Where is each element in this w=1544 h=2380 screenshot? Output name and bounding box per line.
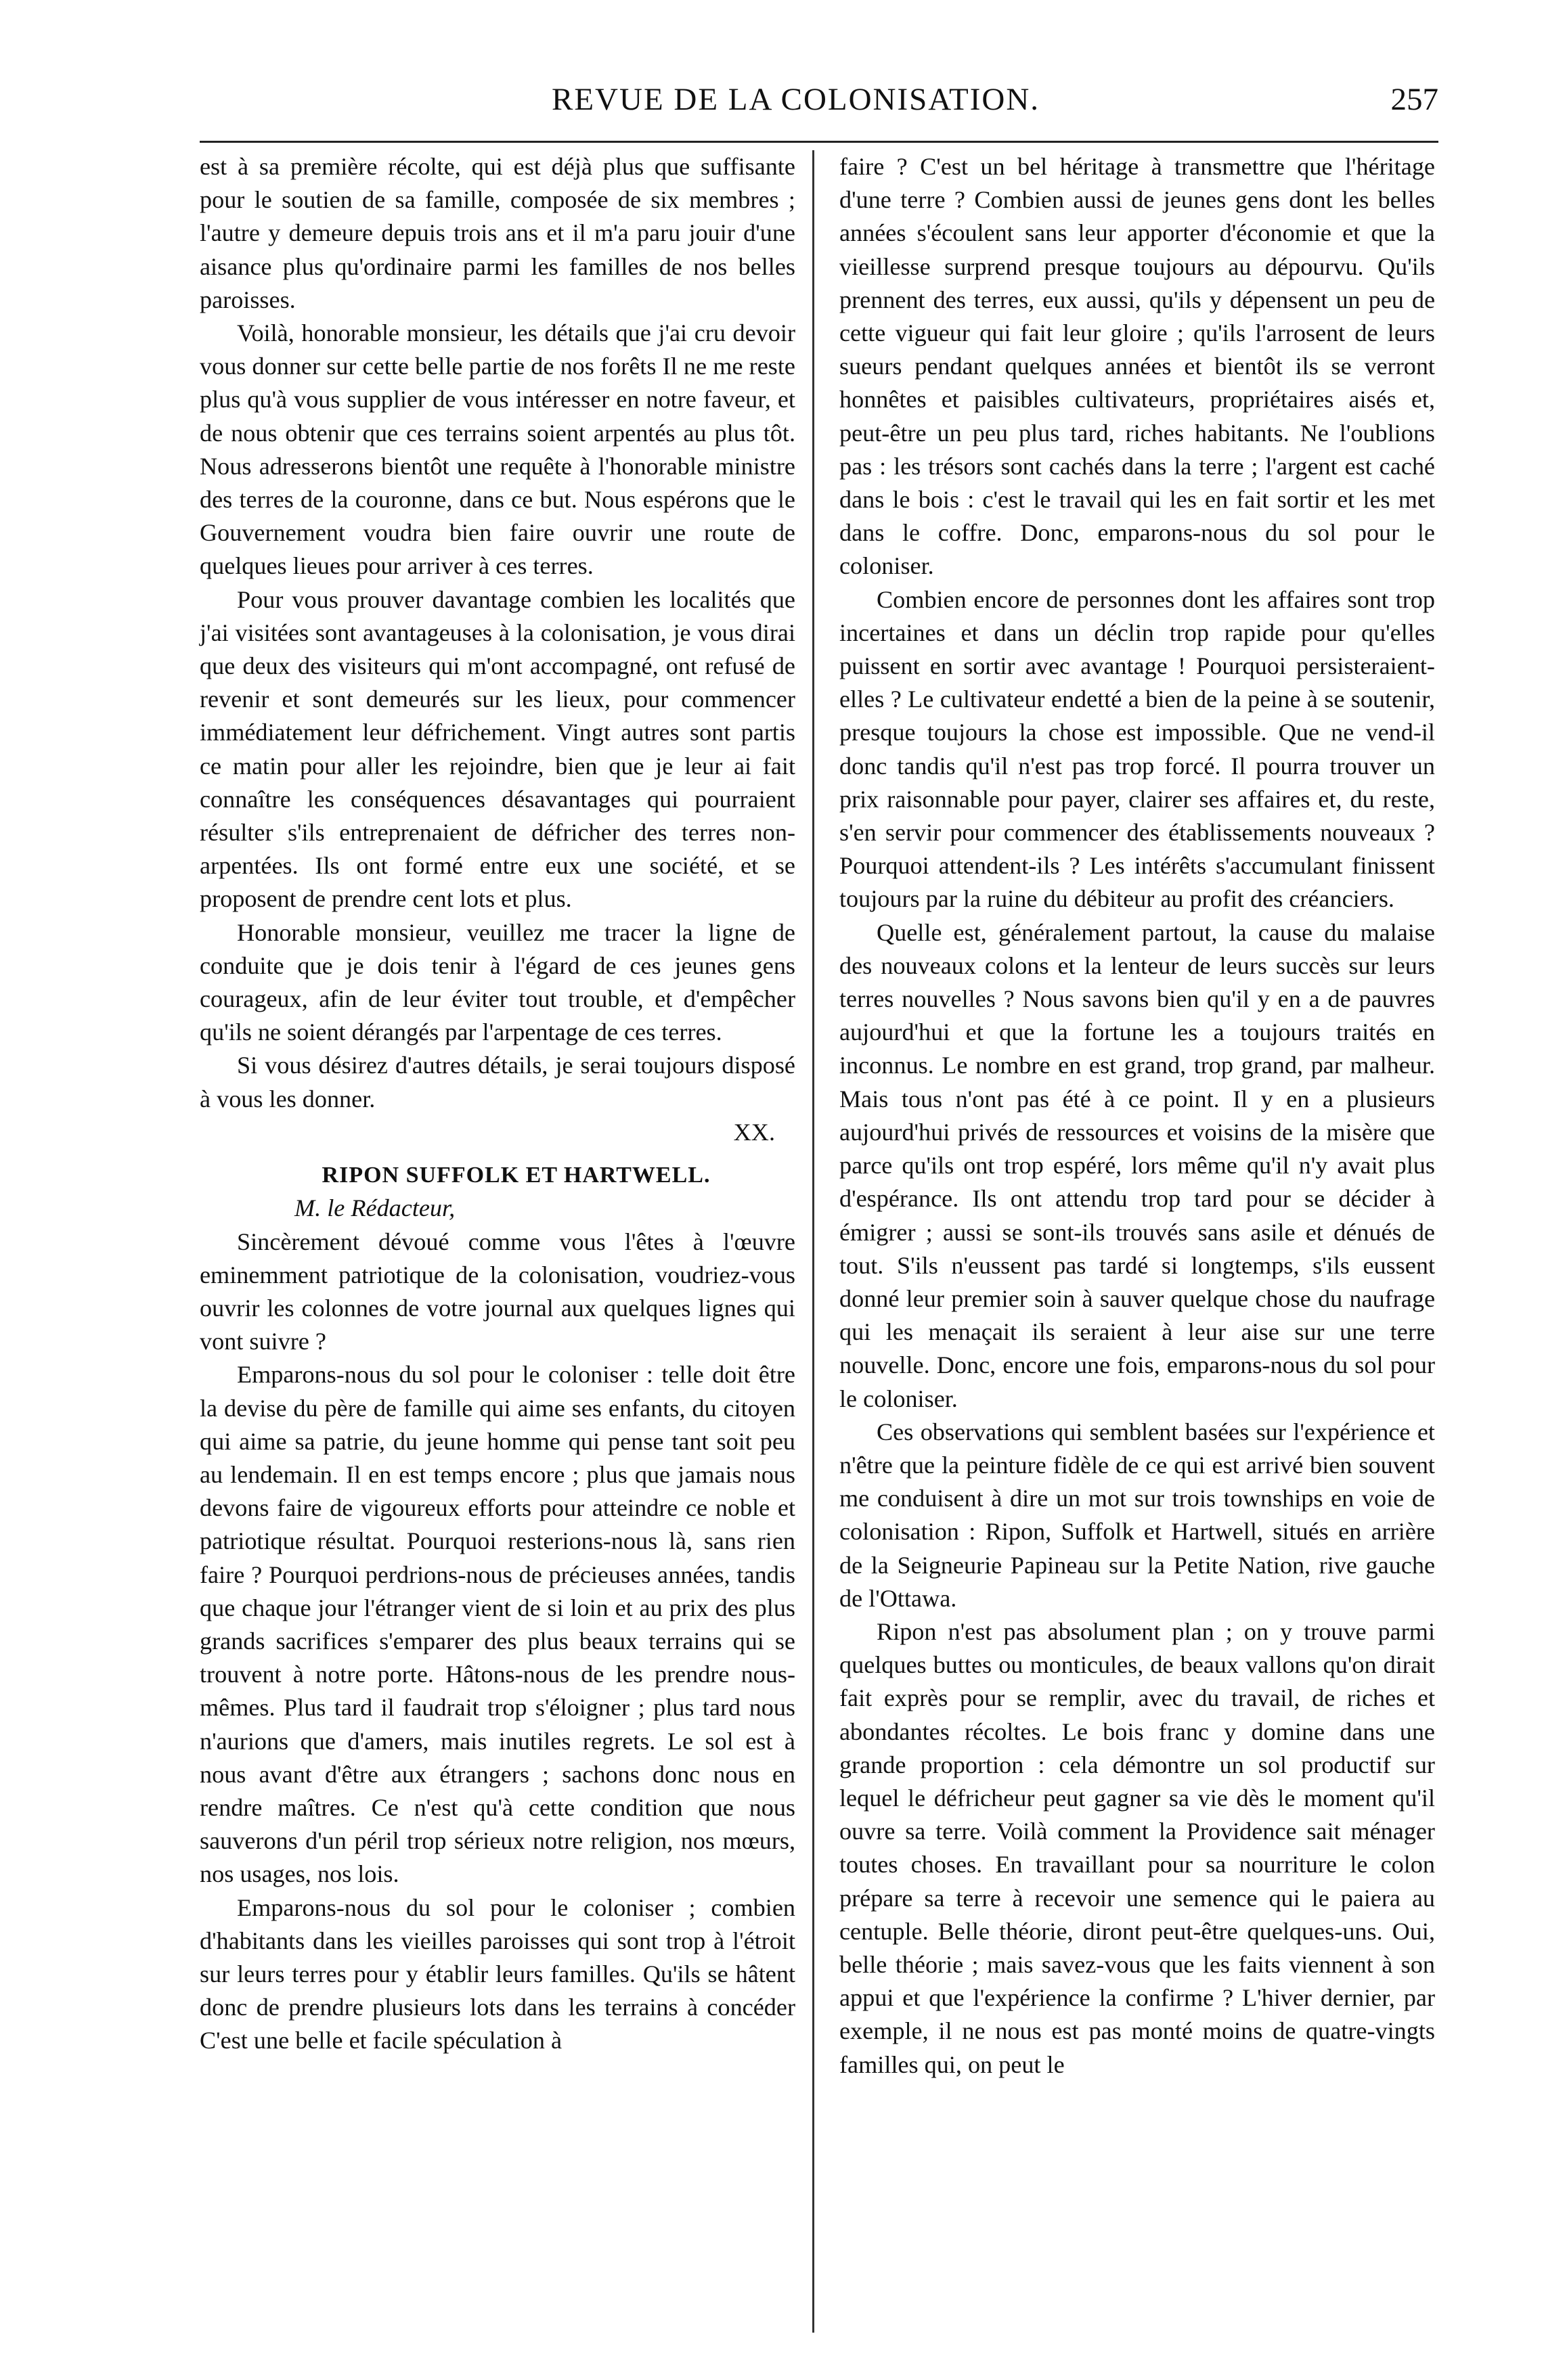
running-header <box>200 76 1438 137</box>
signature: XX. <box>733 1118 775 1146</box>
header-rule <box>200 141 1438 143</box>
right-column <box>839 150 1435 2082</box>
paragraph: Ces observations qui semblent basées sur l'expérience et n'être que la peinture fidèle de ce qui est arrivé bien souvent me conduisent à dire un mot sur trois townships en voie de colonisation : Ripon, Suffolk et Hartwell, situés en arrière de la Seigneurie Papineau sur la Petite Nation, rive gauche de l'Ottawa. <box>839 1418 1435 1612</box>
section-title: RIPON SUFFOLK ET HARTWELL. <box>322 1163 711 1188</box>
paragraph: Si vous désirez d'autres détails, je serai toujours disposé à vous les donner. <box>200 1052 795 1113</box>
paragraph: Voilà, honorable monsieur, les détails que j'ai cru devoir vous donner sur cette belle partie de nos forêts Il ne me reste plus qu'à vous supplier de vous intéresser en notre faveur, et de nous obtenir que ces terrains soient arpentés au plus tôt. Nous adresserons bientôt une requête à l'honorable ministre des terres de la couronne, dans ce but. Nous espérons que le Gouvernement voudra bien faire ouvrir une route de quelques lieues pour arriver à ces terres. <box>200 319 795 580</box>
column-rule <box>812 150 814 2333</box>
paragraph: Pour vous prouver davantage combien les localités que j'ai visitées sont avantageuses à la colonisation, je vous dirai que deux des visiteurs qui m'ont accompagné, ont refusé de revenir et sont demeurés sur les lieux, pour commencer immédiatement leur défrichement. Vingt autres sont partis ce matin pour aller les rejoindre, bien que je leur ai fait connaître les conséquences désavantages qui pourraient résulter s'ils entreprenaient de défricher des terres non-arpentées. Ils ont formé entre eux une société, et se proposent de prendre cent lots et plus. <box>200 585 795 913</box>
paragraph: Ripon n'est pas absolument plan ; on y trouve parmi quelques buttes ou monticules, de beaux vallons qu'on dirait fait exprès pour se remplir, avec du travail, de riches et abondantes récoltes. Le bois franc y domine dans une grande proportion : cela démontre un sol productif sur lequel le défricheur peut gagner sa vie dès le moment qu'il ouvre sa terre. Voilà comment la Providence sait ménager toutes choses. En travaillant pour sa nourriture le colon prépare sa terre à recevoir une semence qui le paiera au centuple. Belle théorie, diront peut-être quelques-uns. Oui, belle théorie ; mais savez-vous que les faits viennent à son appui et que l'expérience la confirme ? L'hiver dernier, par exemple, il ne nous est pas monté moins de quatre-vingts familles qui, on peut le <box>839 1617 1435 2078</box>
paragraph: Emparons-nous du sol pour le coloniser : telle doit être la devise du père de famille qui aime ses enfants, du citoyen qui aime sa patrie, du jeune homme qui pense tant soit peu au lendemain. Il en est temps encore ; plus que jamais nous devons faire de vigoureux efforts pour atteindre ce noble et patriotique résultat. Pourquoi resterions-nous là, sans rien faire ? Pourquoi perdrions-nous de précieuses années, tandis que chaque jour l'étranger vient de si loin et au prix des plus grands sacrifices s'emparer des plus beaux terrains qui se trouvent à notre porte. Hâtons-nous de les prendre nous-mêmes. Plus tard il faudrait trop s'éloigner ; plus tard nous n'aurions que d'amers, mais inutiles regrets. Le sol est à nous avant d'être aux étrangers ; sachons donc nous en rendre maîtres. Ce n'est qu'à cette condition que nous sauverons d'un péril trop sérieux notre religion, nos mœurs, nos usages, nos lois. <box>200 1361 795 1888</box>
salutation: M. le Rédacteur, <box>294 1194 456 1222</box>
left-column <box>200 150 795 2058</box>
running-title: REVUE DE LA COLONISATION. <box>552 82 1040 117</box>
paragraph: Quelle est, généralement partout, la cause du malaise des nouveaux colons et la lenteur de leurs succès sur leurs terres nouvelles ? Nous savons bien qu'il y en a de pauvres aujourd'hui et que la fortune les a toujours traités en inconnus. Le nombre en est grand, trop grand, par malheur. Mais tous n'ont pas été à ce point. Il y en a plusieurs aujourd'hui privés de ressources et voisins de la misère que parce qu'ils ont trop espéré, lors même qu'il n'y avait plus d'espérance. Ils ont attendu trop tard pour se décider à émigrer ; aussi se sont-ils trouvés sans asile et dénués de tout. S'ils n'eussent pas tardé si longtemps, s'ils eussent donné leur premier soin à sauver quelque chose du naufrage qui les menaçait ils seraient à leur aise sur une terre nouvelle. Donc, encore une fois, emparons-nous du sol pour le coloniser. <box>839 918 1435 1412</box>
paragraph: Emparons-nous du sol pour le coloniser ; combien d'habitants dans les vieilles paroisses qui sont trop à l'étroit sur leurs terres pour y établir leurs familles. Qu'ils se hâtent donc de prendre plusieurs lots dans les terrains à concéder C'est une belle et facile spéculation à <box>200 1893 795 2055</box>
paragraph: Honorable monsieur, veuillez me tracer la ligne de conduite que je dois tenir à l'égard de ces jeunes gens courageux, afin de leur éviter tout trouble, et d'empêcher qu'ils ne soient dérangés par l'arpentage de ces terres. <box>200 918 795 1046</box>
paragraph: Combien encore de personnes dont les affaires sont trop incertaines et dans un déclin trop rapide pour qu'elles puissent en sortir avec avantage ! Pourquoi persisteraient-elles ? Le cultivateur endetté a bien de la peine à se soutenir, presque toujours la chose est impossible. Que ne vend-il donc tandis qu'il n'est pas trop forcé. Il pourra trouver un prix raisonnable pour payer, clairer ses affaires et, du reste, s'en servir pour commencer des établissements nouveaux ? Pourquoi attendent-ils ? Les intérêts s'accumulant finissent toujours par la ruine du débiteur au profit des créanciers. <box>839 585 1435 913</box>
paragraph: est à sa première récolte, qui est déjà plus que suffisante pour le soutien de sa famille, composée de six membres ; l'autre y demeure depuis trois ans et il m'a paru jouir d'une aisance plus qu'ordinaire parmi les familles de nos belles paroisses. <box>200 153 795 313</box>
paragraph: faire ? C'est un bel héritage à transmettre que l'héritage d'une terre ? Combien aussi de jeunes gens dont les belles années s'écoulent sans leur apporter d'économie et que la vieillesse surprend presque toujours au dépourvu. Qu'ils prennent des terres, eux aussi, qu'ils y dépensent un peu de cette vigueur qui fait leur gloire ; qu'ils l'arrosent de leurs sueurs pendant quelques années et bientôt ils se verront honnêtes et paisibles cultivateurs, propriétaires aisés et, peut-être un peu plus tard, riches habitants. Ne l'oublions pas : les trésors sont cachés dans la terre ; l'argent est caché dans le bois : c'est le travail qui les en fait sortir et les met dans le coffre. Donc, emparons-nous du sol pour le coloniser. <box>839 153 1435 580</box>
paragraph: Sincèrement dévoué comme vous l'êtes à l'œuvre eminemment patriotique de la colonisation, voudriez-vous ouvrir les colonnes de votre journal aux quelques lignes qui vont suivre ? <box>200 1228 795 1355</box>
page-number: 257 <box>1390 82 1438 117</box>
